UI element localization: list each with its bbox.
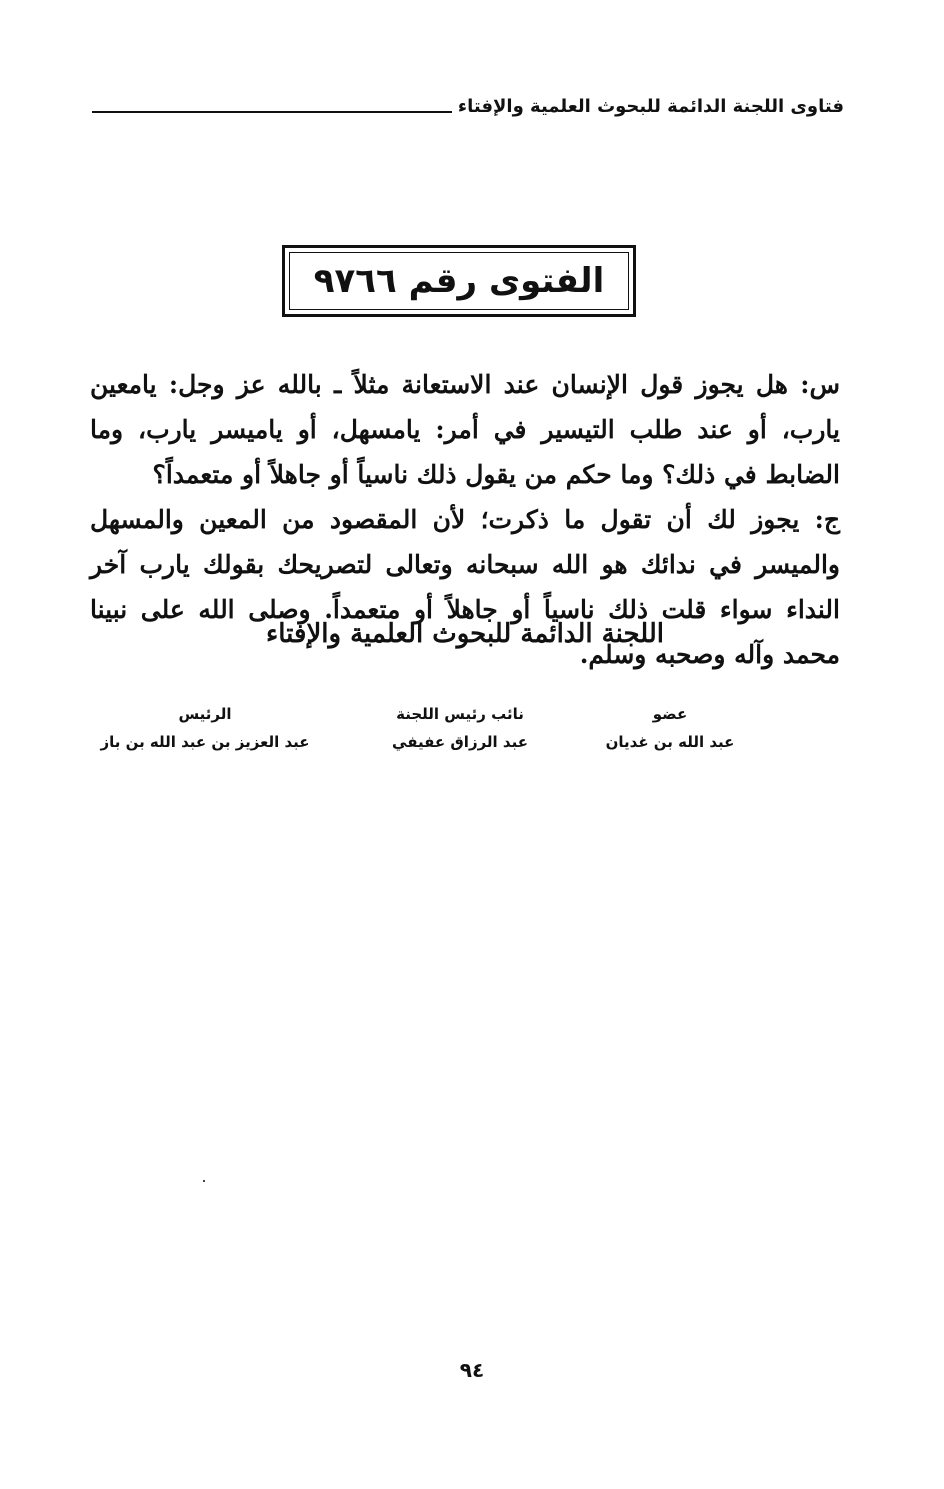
question-paragraph: س: هل يجوز قول الإنسان عند الاستعانة مثلاً ـ بالله عز وجل: يامعين يارب، أو عند طلب التيسير في أمر: يامسهل، أو ياميسر يارب، وما الضابط في ذلك؟ وما حكم من يقول ذلك ناسياً أو جاهلاً أو متعمداً؟: [90, 370, 840, 489]
answer-paragraph: ج: يجوز لك أن تقول ما ذكرت؛ لأن المقصود من المعين والمسهل والميسر في ندائك هو الله سبحانه وتعالى لتصريحك بقولك يارب آخر النداء سواء قلت ذلك ناسياً أو جاهلاً أو متعمداً. وصلى الله على نبينا محمد وآله وصحبه وسلم.: [90, 505, 840, 669]
running-header: [92, 88, 844, 118]
fatwa-title-box: [282, 245, 636, 317]
signature-chair-role: الرئيس: [178, 705, 232, 723]
signature-deputy-name: عبد الرزاق عفيفي: [392, 733, 528, 751]
committee-name: اللجنة الدائمة للبحوث العلمية والإفتاء: [266, 619, 664, 649]
signature-chair: [90, 700, 320, 756]
signature-deputy: [360, 700, 560, 756]
header-rule: [92, 111, 452, 113]
scan-speck: [203, 1180, 205, 1182]
signature-deputy-role: نائب رئيس اللجنة: [396, 705, 524, 723]
signatures-block: [100, 700, 800, 760]
page-number: ٩٤: [459, 1358, 485, 1382]
fatwa-title: الفتوى رقم ٩٧٦٦: [313, 261, 605, 301]
signature-member: [570, 700, 770, 756]
running-header-title: فتاوى اللجنة الدائمة للبحوث العلمية والإفتاء: [457, 96, 844, 117]
signature-member-name: عبد الله بن غديان: [605, 733, 735, 751]
signature-member-role: عضو: [652, 705, 688, 723]
signature-chair-name: عبد العزيز بن عبد الله بن باز: [100, 733, 310, 751]
